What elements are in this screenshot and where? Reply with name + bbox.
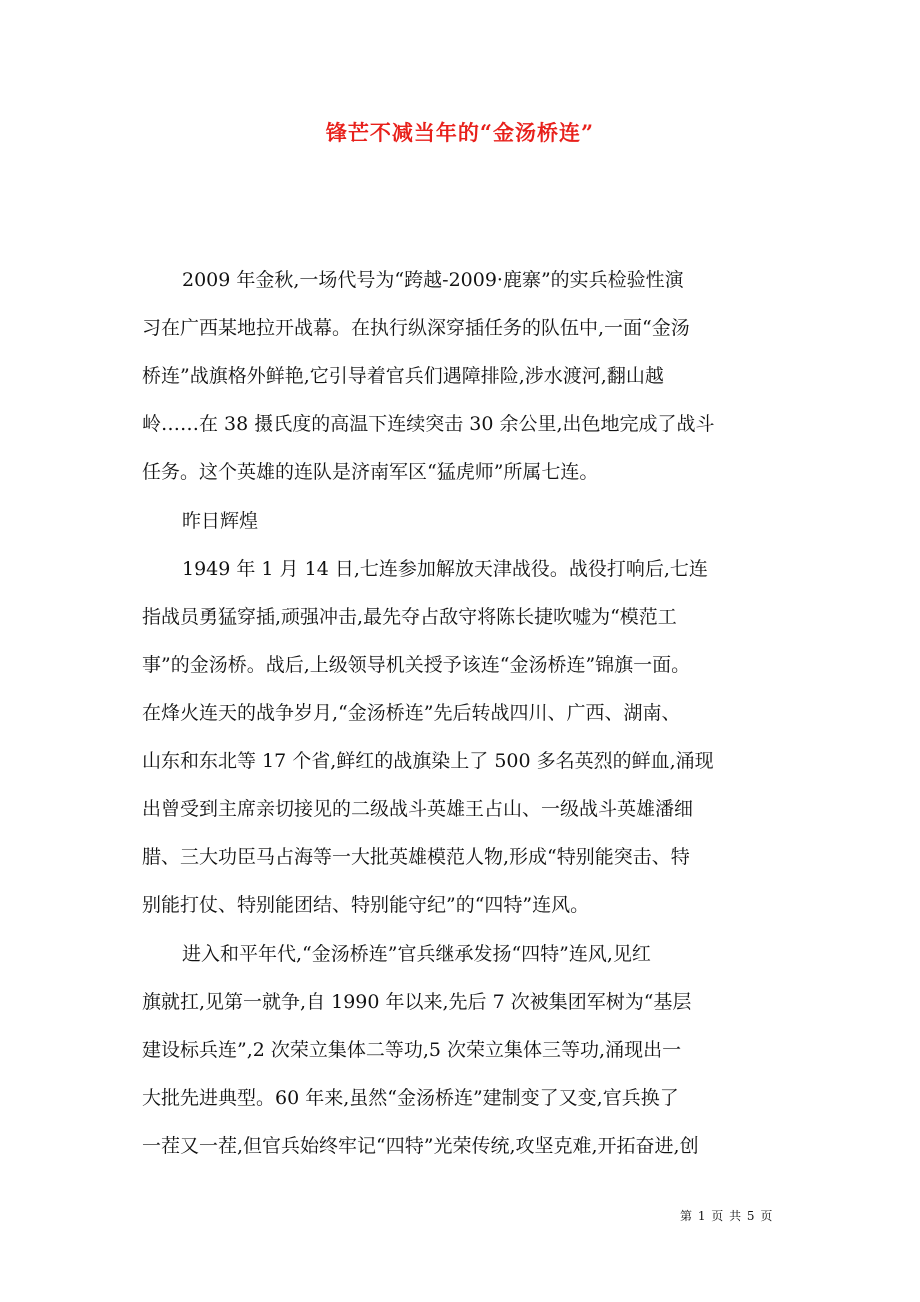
body-line: 大批先进典型。60 年来,虽然“金汤桥连”建制变了又变,官兵换了 (142, 1087, 679, 1109)
body-line: 进入和平年代,“金汤桥连”官兵继承发扬“四特”连风,见红 (182, 943, 651, 965)
body-line: 桥连”战旗格外鲜艳,它引导着官兵们遇障排险,涉水渡河,翻山越 (142, 365, 664, 387)
body-line: 指战员勇猛穿插,顽强冲击,最先夺占敌守将陈长捷吹嘘为“模范工 (142, 606, 677, 628)
body-line: 旗就扛,见第一就争,自 1990 年以来,先后 7 次被集团军树为“基层 (142, 991, 692, 1013)
body-line: 岭……在 38 摄氏度的高温下连续突击 30 余公里,出色地完成了战斗 (142, 413, 715, 435)
page-number: 第 1 页 共 5 页 (680, 1209, 774, 1223)
body-line: 1949 年 1 月 14 日,七连参加解放天津战役。战役打响后,七连 (182, 558, 708, 580)
body-line: 2009 年金秋,一场代号为“跨越-2009·鹿寨”的实兵检验性演 (182, 269, 684, 291)
body-line: 一茬又一茬,但官兵始终牢记“四特”光荣传统,攻坚克难,开拓奋进,创 (142, 1135, 699, 1157)
document-title: 锋芒不减当年的“金汤桥连” (325, 120, 595, 145)
section-heading: 昨日辉煌 (182, 510, 259, 532)
body-line: 腊、三大功臣马占海等一大批英雄模范人物,形成“特别能突击、特 (142, 846, 690, 868)
body-line: 山东和东北等 17 个省,鲜红的战旗染上了 500 多名英烈的鲜血,涌现 (142, 750, 714, 772)
body-line: 任务。这个英雄的连队是济南军区“猛虎师”所属七连。 (142, 461, 599, 483)
body-line: 事”的金汤桥。战后,上级领导机关授予该连“金汤桥连”锦旗一面。 (142, 654, 691, 676)
body-line: 在烽火连天的战争岁月,“金汤桥连”先后转战四川、广西、湖南、 (142, 702, 681, 724)
body-line: 出曾受到主席亲切接见的二级战斗英雄王占山、一级战斗英雄潘细 (142, 798, 694, 820)
body-line: 习在广西某地拉开战幕。在执行纵深穿插任务的队伍中,一面“金汤 (142, 317, 690, 339)
body-line: 建设标兵连”,2 次荣立集体二等功,5 次荣立集体三等功,涌现出一 (142, 1039, 682, 1061)
body-line: 别能打仗、特别能团结、特别能守纪”的“四特”连风。 (142, 894, 590, 916)
